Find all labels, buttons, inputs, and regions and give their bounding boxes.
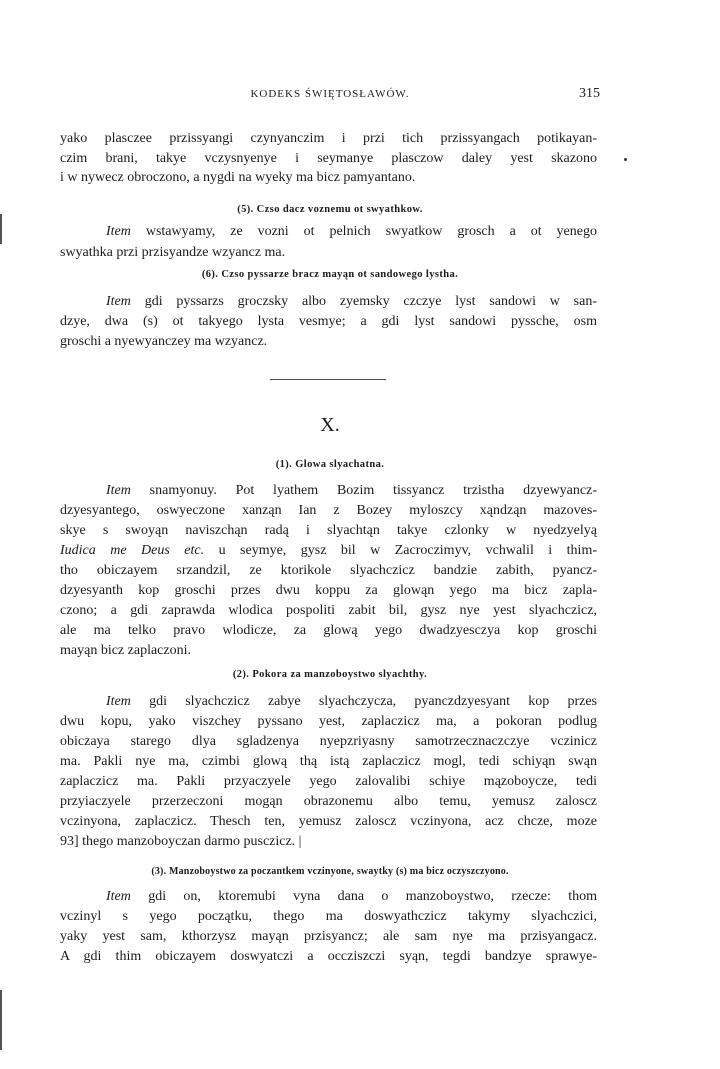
text-line: [60, 561, 597, 581]
line-text: vczinyl s yego początku, thego ma doswyathczicz takymy slyachczici,: [60, 909, 597, 924]
line-text: groschi a nyewyanczey ma wzyancz.: [60, 334, 268, 349]
line-text: czono; a gdi zaprawda wlodica pospoliti zabit bil, gysz nye yest slyachczicz,: [60, 603, 597, 618]
section-heading: (6). Czso pyssarze bracz mayąn ot sandowego lystha.: [201, 269, 459, 280]
chapter-title: X.: [320, 414, 340, 436]
text-line: [106, 692, 597, 712]
line-text: snamyonuy. Pot lyathem Bozim tissyancz trzistha dzyewyancz-: [130, 483, 597, 498]
italic-lead: Item: [106, 694, 131, 709]
text-line: [60, 521, 597, 541]
line-text: u seymye, gysz bil w Zacroczimyv, vchwalil i thim-: [204, 543, 597, 558]
section-heading: (1). Glowa slyachatna.: [275, 459, 385, 470]
line-text: zaplaczicz ma. Pakli przyaczyele yego zalovalibi schiye mązoboycze, tedi: [60, 774, 597, 789]
line-text: i w nywecz obroczono, a nygdi na wyeky ma bicz pamyantano.: [60, 170, 416, 185]
line-text: dzyesyanth kop groschi przes dwu koppu za glowąn yego ma bicz zapla-: [60, 583, 597, 598]
line-text: yaky yest sam, kthorzysz mayąn przisyancz; ale sam nye ma przisyangacz.: [60, 929, 597, 944]
text-line: [60, 581, 597, 601]
line-text: ma. Pakli nye ma, czimbi glową thą istą zaplaczicz mogl, tedi schiyąn swąn: [60, 754, 597, 769]
text-line: [60, 907, 597, 927]
text-line: [60, 752, 597, 772]
section-heading: (2). Pokora za manzoboystwo slyachthy.: [232, 669, 428, 680]
text-line: [60, 732, 597, 752]
italic-lead: Item: [106, 294, 131, 309]
text-line: [106, 481, 597, 501]
text-line: [60, 947, 597, 967]
scan-edge-mark: [0, 214, 2, 244]
text-line: [60, 621, 597, 641]
section-divider: [270, 379, 386, 380]
page-number: 315: [579, 86, 600, 101]
line-text: przyiaczyele przerzeczoni mogąn obrazonemu albo temu, yemusz zaloscz: [60, 794, 597, 809]
running-title: KODEKS ŚWIĘTOSŁAWÓW.: [250, 88, 410, 100]
text-line: [60, 129, 597, 149]
line-text: dzye, dwa (s) ot takyego lysta vesmye; a gdi lyst sandowi pyssche, osm: [60, 314, 597, 329]
text-line: [60, 927, 597, 947]
text-line: [60, 772, 597, 792]
line-text: ale ma telko pravo wlodicze, za glową yego dwadzyesczya kop groschi: [60, 623, 597, 638]
line-text: mayąn bicz zaplaczoni.: [60, 643, 191, 658]
margin-dot: [624, 158, 627, 161]
text-line: [60, 832, 597, 852]
line-text: vczinyona, zaplaczicz. Thesch ten, yemusz zaloscz vczinyona, acz chcze, moze: [60, 814, 597, 829]
text-line: [60, 332, 597, 352]
text-line: [60, 243, 597, 263]
line-text: obiczaya starego dlya sgladzenya nyepzriyasny samotrzecznaczczye vczinicz: [60, 734, 597, 749]
text-line: [60, 812, 597, 832]
text-line: [60, 601, 597, 621]
italic-lead: Iudica me Deus etc.: [60, 543, 205, 558]
line-text: dwu kopu, yako viszchey pyssano yest, zaplaczicz ma, a pokoran podlug: [60, 714, 597, 729]
line-text: tho obiczayem srzandzil, ze ktorikole slyachczicz bandzie zabith, pyancz-: [60, 563, 597, 578]
text-line: [60, 312, 597, 332]
section-heading: (5). Czso dacz voznemu ot swyathkow.: [237, 204, 423, 215]
text-line: [60, 712, 597, 732]
scan-edge-mark: [0, 990, 2, 1050]
line-text: yako plasczee przissyangi czynyanczim i przi tich przissyangach potikayan-: [60, 131, 597, 146]
text-line: [60, 501, 597, 521]
line-text: swyathka przi przisyandze wzyancz ma.: [60, 245, 286, 260]
text-line: [60, 149, 597, 169]
italic-lead: Item: [106, 483, 131, 498]
text-line: [106, 222, 597, 242]
line-text: wstawyamy, ze vozni ot pelnich swyatkow grosch a ot yenego: [130, 224, 597, 239]
line-text: 93] thego manzoboyczan darmo pusczicz. |: [60, 834, 302, 849]
line-text: dzyesyantego, oswyeczone xanząn Ian z Bozey myloszcy xąndząn mazoves-: [60, 503, 597, 518]
section-heading: (3). Manzoboystwo za poczantkem vczinyone, swaytky (s) ma bicz oczyszczyono.: [151, 866, 509, 877]
text-line: [60, 168, 597, 188]
text-line: [60, 792, 597, 812]
italic-lead: Item: [106, 889, 131, 904]
page-header: [60, 86, 600, 106]
text-line: [60, 641, 597, 661]
text-line: [60, 541, 597, 561]
text-line: [106, 887, 597, 907]
line-text: czim brani, takye vczysnyenye i seymanye plasczow daley yest skazono: [60, 151, 597, 166]
line-text: gdi on, ktoremubi vyna dana o manzoboystwo, rzecze: thom: [130, 889, 597, 904]
line-text: gdi pyssarzs groczsky albo zyemsky czczye lyst sandowi w san-: [130, 294, 597, 309]
line-text: A gdi thim obiczayem doswyatczi a occziszczi syąn, tegdi bandzye sprawye-: [60, 949, 597, 964]
line-text: gdi slyachczicz zabye slyachczycza, pyanczdzyesyant kop przes: [130, 694, 597, 709]
text-line: [106, 292, 597, 312]
italic-lead: Item: [106, 224, 131, 239]
line-text: skye s swoyąn naviszchąn radą i slyachtąn takye czlonky w nyedzyelyą: [60, 523, 597, 538]
